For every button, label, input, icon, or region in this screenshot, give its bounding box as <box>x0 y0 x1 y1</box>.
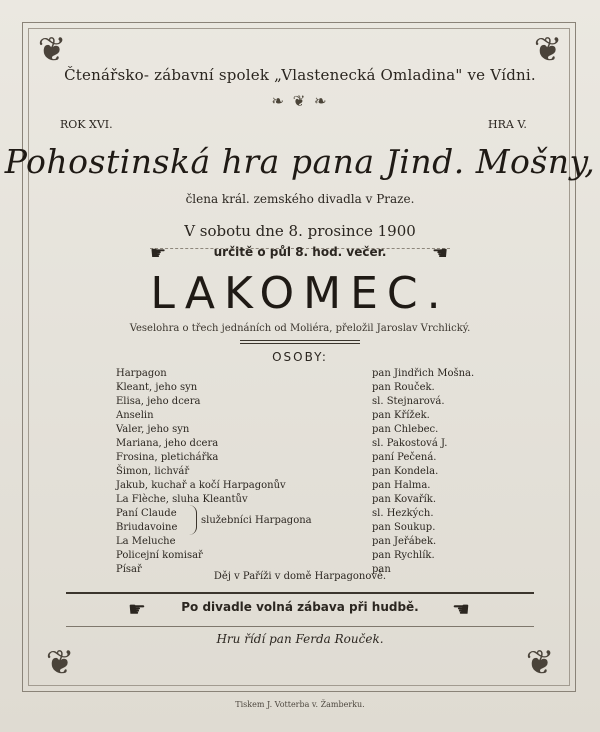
after-party-note: Po divadle volná zábava při hudbě. <box>181 600 419 614</box>
cast-row <box>0 452 600 467</box>
cast-role: Anselin <box>116 410 154 421</box>
cast-row <box>0 550 600 565</box>
cast-role: Písař <box>116 564 142 575</box>
cast-role: Harpagon <box>116 368 167 379</box>
cast-actor: pan Kondela. <box>372 466 439 477</box>
play-title: LAKOMEC. <box>150 268 450 319</box>
cast-actor: pan Chlebec. <box>372 424 439 435</box>
servants-brace <box>188 505 197 535</box>
cast-role: La Flèche, sluha Kleantův <box>116 494 248 505</box>
volume-label: ROK XVI. <box>60 118 113 131</box>
dance-row <box>0 599 600 619</box>
cast-role: Paní Claude <box>116 508 177 519</box>
time-row <box>0 244 600 264</box>
pointing-hand-right-icon: ☛ <box>128 597 146 621</box>
cast-role: Frosina, pletichářka <box>116 452 219 463</box>
performance-date: V sobotu dne 8. prosince 1900 <box>184 222 416 240</box>
cast-role: Policejní komisař <box>116 550 203 561</box>
guest-description: člena král. zemského divadla v Praze. <box>185 192 415 206</box>
cast-row <box>0 410 600 425</box>
play-subtitle: Veselohra o třech jednáních od Moliéra, přeložil Jaroslav Vrchlický. <box>129 323 471 334</box>
corner-ornament-icon: ❦ <box>37 30 67 70</box>
cast-role: Briudavoine <box>116 522 178 533</box>
corner-ornament-icon: ❦ <box>45 643 75 683</box>
cast-row <box>0 438 600 453</box>
pointing-hand-left-icon: ☚ <box>432 243 449 264</box>
cast-actor: sl. Stejnarová. <box>372 396 445 407</box>
printer-credit: Tiskem J. Votterba v. Žamberku. <box>235 700 365 709</box>
cast-row <box>0 382 600 397</box>
cast-row <box>0 494 600 509</box>
cast-role: Jakub, kuchař a kočí Harpagonův <box>116 480 286 491</box>
cast-row <box>0 466 600 481</box>
cast-actor: paní Pečená. <box>372 452 437 463</box>
pointing-hand-right-icon: ☛ <box>150 243 167 264</box>
cast-heading: OSOBY: <box>272 350 328 364</box>
servants-label: služebníci Harpagona <box>201 515 312 526</box>
cast-actor: pan Halma. <box>372 480 431 491</box>
setting-note: Děj v Paříži v domě Harpagonově. <box>213 571 387 582</box>
cast-actor: pan Jindřich Mošna. <box>372 368 475 379</box>
cast-actor: pan Rouček. <box>372 382 435 393</box>
cast-row <box>0 368 600 383</box>
cast-role: Valer, jeho syn <box>116 424 190 435</box>
cast-role: La Meluche <box>116 536 176 547</box>
cast-actor: pan Jeřábek. <box>372 536 437 547</box>
title-rule <box>240 340 360 341</box>
header-ornament: ❧ ❦ ❧ <box>271 92 329 110</box>
cast-row <box>0 480 600 495</box>
society-name: Čtenářsko- zábavní spolek „Vlastenecká Omladina" ve Vídni. <box>64 66 536 84</box>
corner-ornament-icon: ❦ <box>533 30 563 70</box>
cast-row <box>0 396 600 411</box>
cast-actor: pan Rychlík. <box>372 550 435 561</box>
cast-role: Kleant, jeho syn <box>116 382 198 393</box>
title-rule <box>240 343 360 344</box>
cast-role: Elisa, jeho dcera <box>116 396 201 407</box>
performance-time: určitě o půl 8. hod. večer. <box>213 245 387 259</box>
cast-actor: sl. Pakostová J. <box>372 438 448 449</box>
cast-actor: pan Soukup. <box>372 522 436 533</box>
cast-actor: sl. Hezkých. <box>372 508 434 519</box>
divider-line <box>66 592 534 594</box>
page-title: Pohostinská hra pana Jind. Mošny, <box>4 142 596 181</box>
director-credit: Hru řídí pan Ferda Rouček. <box>216 632 384 646</box>
cast-actor: pan Křížek. <box>372 410 430 421</box>
cast-row <box>0 424 600 439</box>
cast-role: Šimon, lichvář <box>116 466 190 477</box>
play-number-label: HRA V. <box>488 118 527 131</box>
corner-ornament-icon: ❦ <box>525 643 555 683</box>
cast-row <box>0 536 600 551</box>
cast-role: Mariana, jeho dcera <box>116 438 219 449</box>
cast-actor: pan Kovařík. <box>372 494 437 505</box>
pointing-hand-left-icon: ☚ <box>452 597 470 621</box>
divider-line <box>66 626 534 627</box>
cast-actor: pan <box>372 564 391 575</box>
